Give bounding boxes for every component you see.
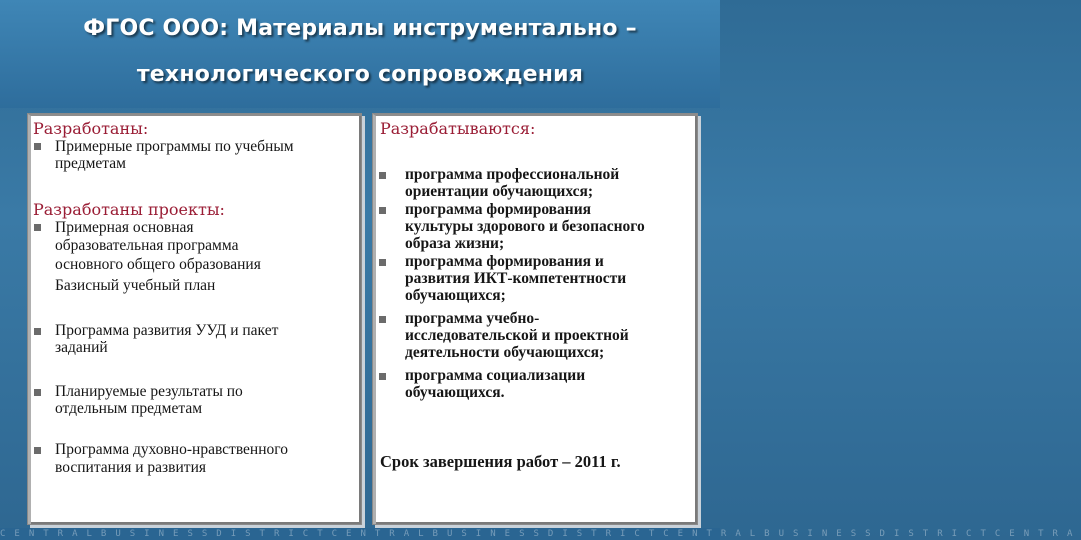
footer-watermark-text: CENTRALBUSINESSDISTRICTCENTRALBUSINESSDISTRICTCENTRALBUSINESSDISTRICTCENTRA [0,529,1081,539]
deadline-text: Срок завершения работ – 2011 г. [380,452,621,471]
right-item-1-line-1: программа профессиональной [405,166,620,183]
bullet-icon [379,373,386,380]
right-panel [372,113,698,525]
bullet-icon [379,172,386,179]
left-item-4-line-2: отдельным предметам [55,400,203,417]
right-item-4-line-1: программа учебно- [405,310,540,327]
page-title-line-2: технологического сопровождения [136,62,584,87]
left-item-3-line-2: заданий [55,339,108,356]
bullet-icon [34,224,41,231]
left-item-4-line-1: Планируемые результаты по [55,383,243,400]
page-title-line-1: ФГОС ООО: Материалы инструментально – [83,16,637,41]
right-item-3-line-3: обучающихся; [405,287,506,304]
bullet-icon [34,389,41,396]
left-panel [27,113,362,525]
left-heading-developed: Разработаны: [33,119,149,138]
left-item-2-line-2: образовательная программа [55,237,239,254]
right-item-5-line-2: обучающихся. [405,384,505,401]
right-item-4-line-2: исследовательской и проектной [405,327,629,344]
left-item-2-line-3: основного общего образования [55,256,261,273]
left-item-2-line-4: Базисный учебный план [55,277,216,294]
left-item-5-line-2: воспитания и развития [55,459,206,476]
bullet-icon [34,328,41,335]
right-heading-in-progress: Разрабатываются: [380,119,536,138]
right-item-2-line-2: культуры здорового и безопасного [405,218,645,235]
left-item-2-line-1: Примерная основная [55,219,194,236]
right-item-2-line-1: программа формирования [405,201,592,218]
left-item-3-line-1: Программа развития УУД и пакет [55,322,279,339]
title-bar [0,0,720,108]
right-item-2-line-3: образа жизни; [405,235,505,252]
right-item-3-line-2: развития ИКТ-компетентности [405,270,627,287]
bullet-icon [34,143,41,150]
bullet-icon [379,259,386,266]
right-item-1-line-2: ориентации обучающихся; [405,183,594,200]
left-item-5-line-1: Программа духовно-нравственного [55,441,288,458]
bullet-icon [379,316,386,323]
bullet-icon [34,447,41,454]
left-item-1-line-2: предметам [55,155,126,172]
bullet-icon [379,207,386,214]
right-item-4-line-3: деятельности обучающихся; [405,344,605,361]
left-heading-projects: Разработаны проекты: [33,200,225,219]
left-item-1-line-1: Примерные программы по учебным [55,138,294,155]
right-item-5-line-1: программа социализации [405,367,586,384]
right-item-3-line-1: программа формирования и [405,253,604,270]
